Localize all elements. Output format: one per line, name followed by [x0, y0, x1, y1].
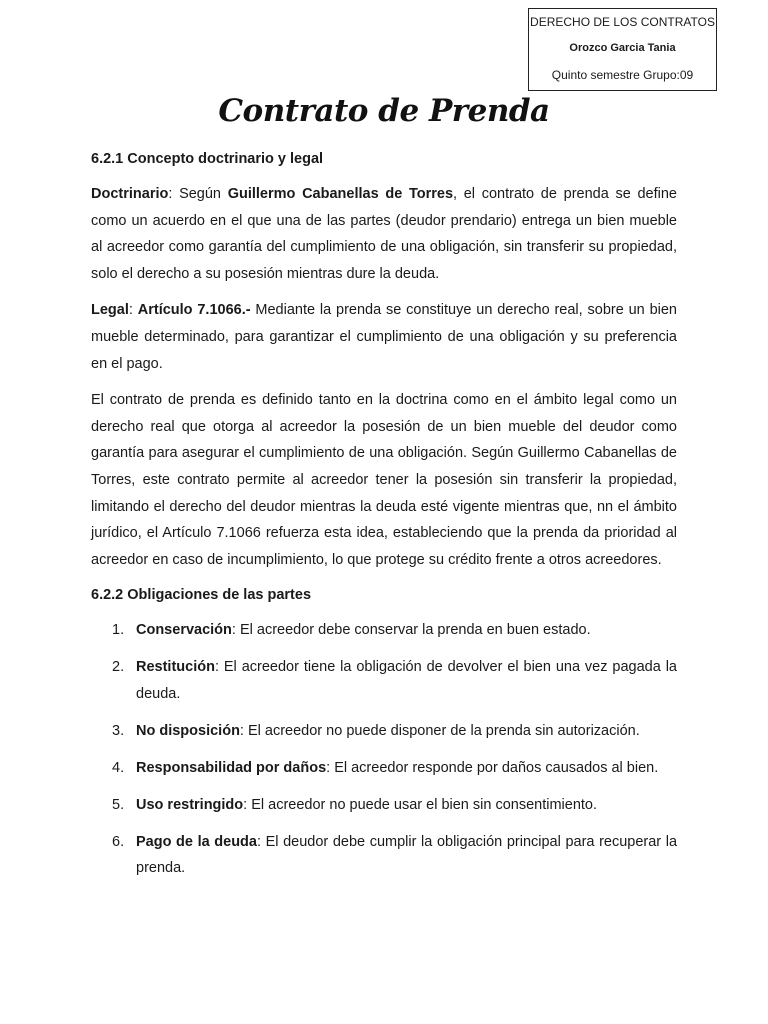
obligations-list: [91, 617, 677, 882]
list-item: [91, 718, 677, 745]
list-number: 3.: [112, 722, 125, 739]
list-term: Responsabilidad por daños: [136, 759, 327, 776]
list-text: : El acreedor responde por daños causados al bien.: [326, 759, 659, 776]
list-item: [91, 654, 677, 707]
doctrinal-paragraph: [91, 181, 677, 287]
doctrinal-label: Doctrinario: [91, 186, 169, 202]
list-term: No disposición: [136, 722, 240, 739]
doctrinal-text: , el contrato de prenda se define como un acuerdo en el que una de las partes (deudor prendario) entrega un bien mueble al acreedor como garantía del cumplimiento de una obligación, sin transferir su propiedad, solo el derecho a su posesión mientras dure la deuda.: [91, 186, 677, 282]
header-box: [528, 8, 717, 91]
list-text: : El acreedor debe conservar la prenda en buen estado.: [231, 622, 591, 639]
legal-text: Mediante la prenda se constituye un derecho real, sobre un bien mueble determinado, para garantizar el cumplimiento de una obligación y su preferencia en el pago.: [91, 302, 677, 372]
document-body: [91, 147, 677, 892]
list-item: [91, 829, 677, 882]
list-term: Restitución: [136, 659, 215, 676]
summary-paragraph: El contrato de prenda es definido tanto en la doctrina como en el ámbito legal como un derecho real que otorga al acreedor la posesión de un bien mueble del deudor como garantía para asegurar el cumplimiento de una obligación. Según Guillermo Cabanellas de Torres, este contrato permite al acreedor tener la posesión sin transferir la propiedad, limitando el derecho del deudor mientras la deuda esté vigente mientras que, nn el ámbito jurídico, el Artículo 7.1066 refuerza esta idea, estableciendo que la prenda da prioridad al acreedor en caso de incumplimiento, lo que protege su crédito frente a otros acreedores.: [91, 392, 677, 568]
legal-label: Legal: [91, 302, 129, 319]
section-heading-obligations: 6.2.2 Obligaciones de las partes: [91, 587, 312, 604]
list-number: 4.: [112, 759, 125, 776]
legal-paragraph: [91, 297, 677, 377]
section-heading-concept: 6.2.1 Concepto doctrinario y legal: [91, 151, 324, 167]
list-item: [91, 755, 677, 782]
list-number: 2.: [112, 659, 125, 676]
list-item: [91, 792, 677, 819]
list-number: 1.: [112, 622, 125, 639]
list-text: : El deudor debe cumplir la obligación principal para recuperar la prenda.: [136, 833, 678, 877]
page-title: Contrato de Prenda: [218, 93, 550, 129]
list-term: Conservación: [136, 622, 232, 639]
list-text: : El acreedor no puede disponer de la prenda sin autorización.: [239, 722, 640, 739]
subject-name: DERECHO DE LOS CONTRATOS: [530, 15, 715, 29]
list-number: 6.: [112, 833, 125, 850]
group-info: Quinto semestre Grupo:09: [551, 68, 694, 82]
list-term: Uso restringido: [136, 796, 244, 813]
list-item: [91, 617, 677, 644]
list-text: : El acreedor tiene la obligación de devolver el bien una vez pagada la deuda.: [136, 659, 677, 702]
list-text: : El acreedor no puede usar el bien sin consentimiento.: [243, 796, 598, 813]
list-term: Pago de la deuda: [136, 833, 257, 850]
doctrinal-sep: : Según: [168, 186, 228, 202]
student-name: Orozco Garcia Tania: [569, 42, 676, 54]
legal-article: Artículo 7.1066.-: [137, 302, 251, 319]
list-number: 5.: [112, 796, 125, 813]
doctrinal-author: Guillermo Cabanellas de Torres: [227, 186, 454, 202]
legal-sep: :: [128, 302, 138, 319]
